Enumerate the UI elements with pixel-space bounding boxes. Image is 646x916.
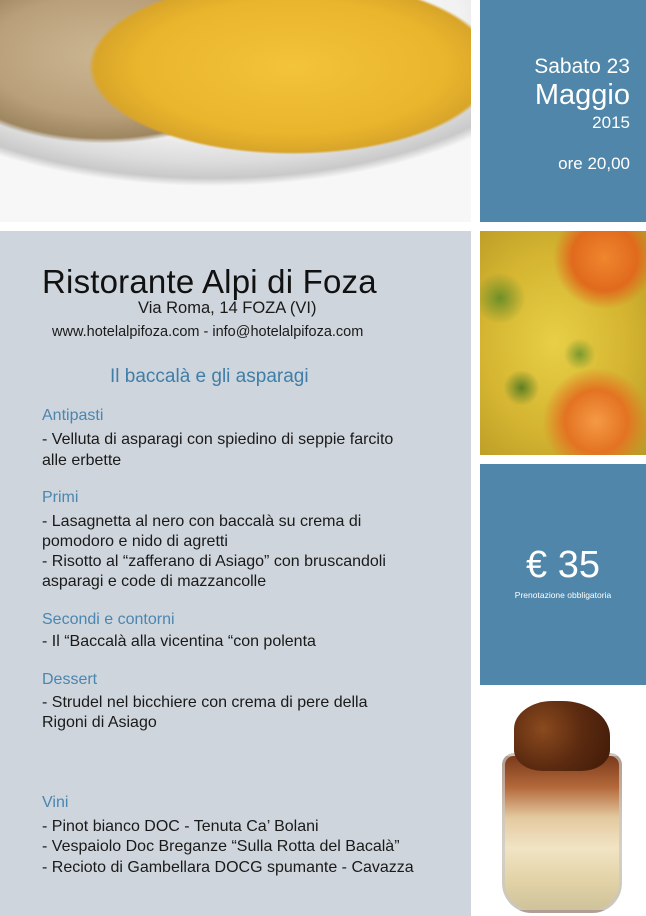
wine-item: - Vespaiolo Doc Breganze “Sulla Rotta del Bacalà”: [42, 838, 400, 855]
walnut-topping: [514, 701, 610, 771]
menu-item-line: - Risotto al “zafferano di Asiago” con bruscandoli: [42, 553, 386, 570]
section-title-dessert: Dessert: [42, 671, 98, 688]
price-value: € 35: [526, 544, 600, 586]
menu-item-line: asparagi e code di mazzancolle: [42, 573, 267, 590]
section-title-primi: Primi: [42, 489, 79, 506]
event-time: ore 20,00: [558, 154, 630, 173]
event-year: 2015: [592, 113, 630, 132]
wine-item: - Pinot bianco DOC - Tenuta Ca’ Bolani: [42, 818, 319, 835]
reservation-note: Prenotazione obbligatoria: [514, 590, 612, 600]
menu-item-line: - Il “Baccalà alla vicentina “con polenta: [42, 633, 316, 650]
section-title-secondi: Secondi e contorni: [42, 611, 175, 628]
photo-baccala-polenta: [0, 0, 471, 222]
dessert-glass: [502, 753, 622, 913]
menu-item-line: - Velluta di asparagi con spiedino di seppie farcito: [42, 431, 394, 448]
wine-item: - Recioto di Gambellara DOCG spumante - Cavazza: [42, 859, 414, 876]
photo-strudel-glass: [480, 693, 646, 916]
section-title-antipasti: Antipasti: [42, 407, 104, 424]
menu-item-line: Rigoni di Asiago: [42, 714, 157, 731]
event-date-panel: [480, 0, 646, 222]
menu-panel: [0, 231, 471, 916]
menu-item-line: - Strudel nel bicchiere con crema di pere della: [42, 694, 368, 711]
menu-item-line: - Lasagnetta al nero con baccalà su crema di: [42, 513, 362, 530]
restaurant-name: Ristorante Alpi di Foza: [42, 263, 377, 300]
section-title-vini: Vini: [42, 794, 69, 811]
restaurant-address: Via Roma, 14 FOZA (VI): [138, 299, 317, 317]
menu-theme: Il baccalà e gli asparagi: [110, 366, 309, 387]
price-panel: [480, 464, 646, 685]
restaurant-web-contact: www.hotelalpifoza.com - info@hotelalpifoza.com: [52, 324, 364, 340]
menu-item-line: alle erbette: [42, 452, 122, 469]
event-month: Maggio: [534, 79, 630, 111]
photo-risotto-shrimp: [480, 231, 646, 455]
event-day: Sabato 23: [534, 55, 630, 78]
menu-item-line: pomodoro e nido di agretti: [42, 533, 228, 550]
